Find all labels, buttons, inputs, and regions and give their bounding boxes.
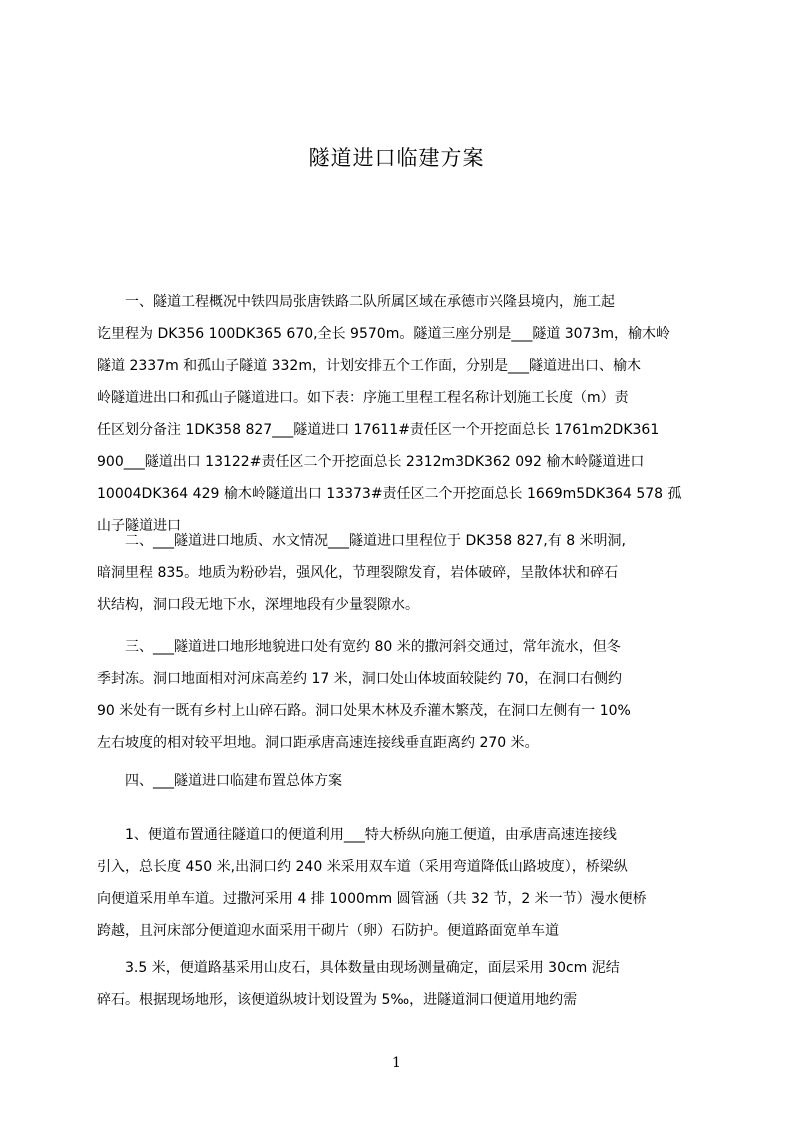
text-line: 讫里程为 DK356 100DK365 670,全长 9570m。隧道三座分别是___隧道 3073m，榆木岭 — [97, 326, 671, 342]
paragraph-overview — [97, 286, 697, 542]
text-line: 任区划分备注 1DK358 827___隧道进口 17611#责任区一个开挖面总长 1761m2DK361 — [97, 422, 660, 438]
text-line: 岭隧道进出口和孤山子隧道进口。如下表：序施工里程工程名称计划施工长度（m）责 — [97, 390, 629, 406]
text-line: 90 米处有一既有乡村上山碎石路。洞口处果木林及乔灌木繁茂，在洞口左侧有一 10% — [97, 703, 631, 719]
text-line: 左右坡度的相对较平坦地。洞口距承唐高速连接线垂直距离约 270 米。 — [97, 735, 539, 751]
text-line: 状结构，洞口段无地下水，深埋地段有少量裂隙水。 — [97, 597, 419, 613]
text-line: 隧道 2337m 和孤山子隧道 332m，计划安排五个工作面，分别是___隧道进出口、榆木 — [97, 358, 641, 374]
text-line: 碎石。根据现场地形，该便道纵坡计划设置为 5‰，进隧道洞口便道用地约需 — [97, 992, 578, 1008]
text-line: 二、___隧道进口地质、水文情况___隧道进口里程位于 DK358 827,有 8 米明洞, — [97, 533, 627, 549]
text-line: 四、___隧道进口临建布置总体方案 — [97, 773, 342, 789]
paragraph-geology — [97, 525, 697, 621]
paragraph-road-surface — [97, 952, 697, 1016]
text-line: 跨越，且河床部分便道迎水面采用干砌片（卵）石防护。便道路面宽单车道 — [97, 923, 559, 939]
text-line: 引入，总长度 450 米,出洞口约 240 米采用双车道（采用弯道降低山路坡度），桥梁纵 — [97, 859, 628, 875]
text-line: 暗洞里程 835。地质为粉砂岩，强风化，节理裂隙发育，岩体破碎，呈散体状和碎石 — [97, 565, 619, 581]
text-line: 季封冻。洞口地面相对河床高差约 17 米，洞口处山体坡面较陡约 70，在洞口右侧约 — [97, 671, 622, 687]
text-line: 1、便道布置通往隧道口的便道利用___特大桥纵向施工便道，由承唐高速连接线 — [97, 827, 617, 843]
paragraph-terrain — [97, 631, 697, 759]
text-line: 向便道采用单车道。过撒河采用 4 排 1000mm 圆管涵（共 32 节，2 米一节）漫水便桥 — [97, 891, 647, 907]
paragraph-access-road — [97, 819, 697, 947]
text-line: 10004DK364 429 榆木岭隧道出口 13373#责任区二个开挖面总长 1669m5DK364 578 孤 — [97, 486, 682, 502]
text-line: 三、___隧道进口地形地貌进口处有宽约 80 米的撒河斜交通过，常年流水，但冬 — [97, 639, 621, 655]
document-title: 隧道进口临建方案 — [308, 146, 485, 170]
text-line: 山子隧道进口 — [97, 518, 181, 534]
text-line: 一、隧道工程概况中铁四局张唐铁路二队所属区域在承德市兴隆县境内，施工起 — [97, 294, 615, 310]
section-heading-layout-plan — [97, 765, 697, 797]
text-line: 3.5 米，便道路基采用山皮石，具体数量由现场测量确定，面层采用 30cm 泥结 — [97, 960, 620, 976]
page-number: 1 — [392, 1055, 401, 1071]
text-line: 900___隧道出口 13122#责任区二个开挖面总长 2312m3DK362 092 榆木岭隧道进口 — [97, 454, 645, 470]
